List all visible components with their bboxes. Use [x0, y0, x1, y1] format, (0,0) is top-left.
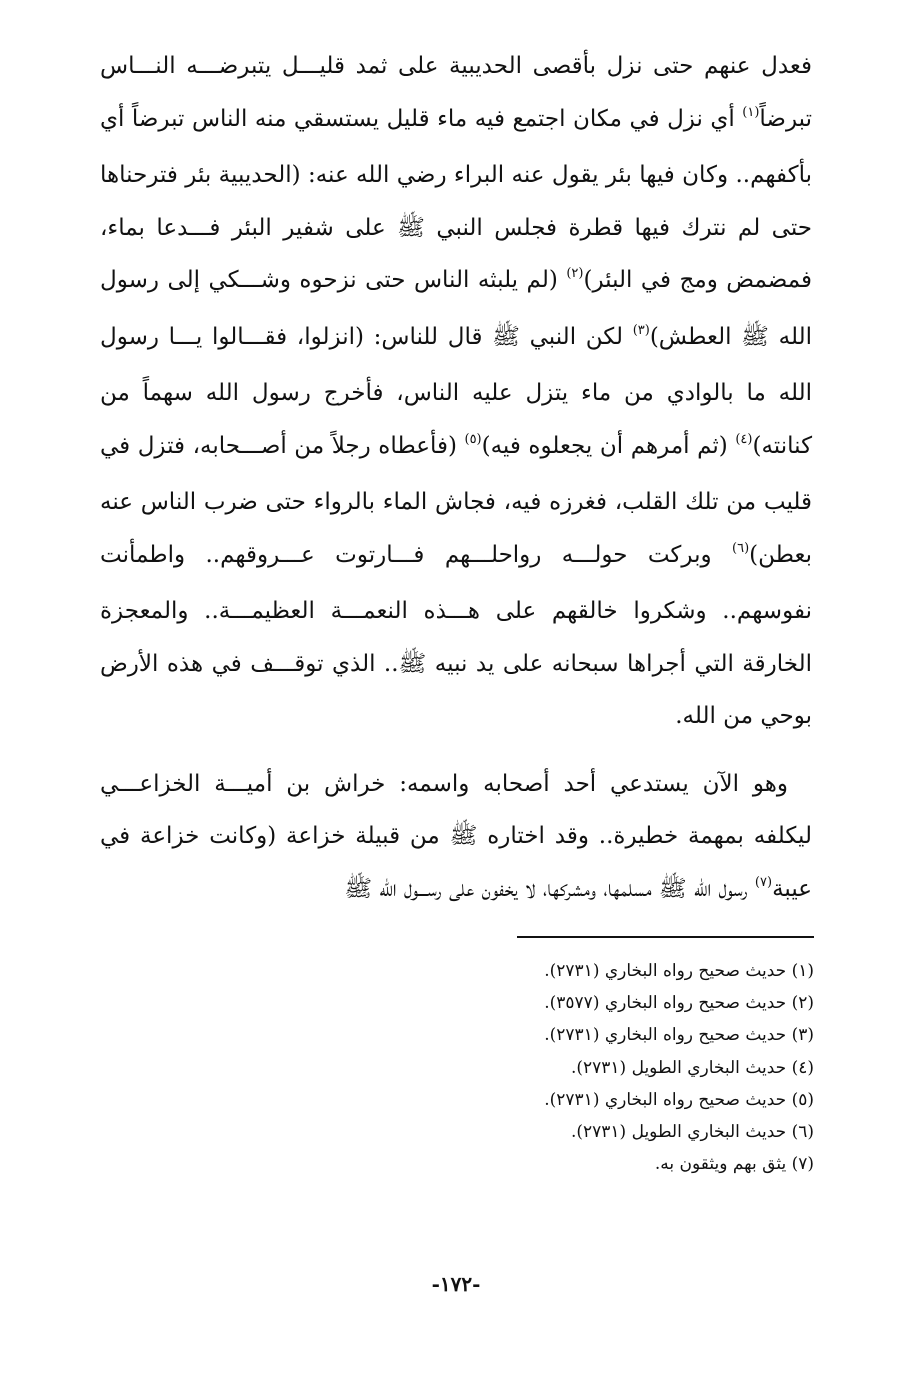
footnote-5: (٥) حديث صحيح رواه البخاري (٢٧٣١). — [544, 1089, 814, 1110]
text-segment: وبركت حولـــه رواحلـــهم فـــارتوت عـــروقهم.. واطمأنت نفوسهم.. وشكروا خالقهم على هـــذه النعمـــة العظيمـــة.. والمعجزة الخارقة التي أجراها سبحانه على يد نبيه ﷺ.. الذي توقـــف في هذه الأرض بوحي من الله. — [100, 541, 812, 729]
paragraph-2 — [100, 758, 812, 920]
main-text — [100, 40, 812, 919]
page-number: -١٧٢- — [431, 1272, 481, 1296]
footnote-ref-3: (٣) — [632, 322, 650, 338]
footnote-ref-7: (٧) — [754, 874, 773, 890]
text-segment: أي نزل في مكان اجتمع فيه ماء قليل يستسقي منه الناس تبرضاً أي بأكفهم.. وكان فيها بئر يقول عنه البراء رضي الله عنه: (الحديبية بئر فترحناها حتى لم نترك فيها قطرة فجلس النبي ﷺ على شفير البئر فـــدعا بماء، فمضمض ومج في البئر) — [100, 105, 812, 293]
footnote-7: (٧) يثق بهم ويثقون به. — [654, 1154, 814, 1175]
footnotes — [300, 955, 814, 1180]
text-segment: (لم يلبثه الناس حتى نزحوه وشـــكي إلى رسول الله ﷺ العطش) — [100, 267, 812, 350]
text-segment: لكن النبي ﷺ قال للناس: (انزلوا، فقـــالوا يـــا رسول الله ما بالوادي من ماء يتزل عليه الناس، فأخرج رسول الله سهماً من كنانته) — [100, 323, 813, 459]
text-segment: (فأعطاه رجلاً من أصـــحابه، فتزل في قليب من تلك القلب، فغرزه فيه، فجاش الماء بالرواء حتى ضرب الناس عنه بعطن) — [100, 432, 812, 568]
text-segment: (ثم أمرهم أن يجعلوه فيه) — [481, 432, 736, 459]
footnote-6: (٦) حديث البخاري الطويل (٢٧٣١). — [570, 1122, 814, 1143]
footnote-separator — [517, 936, 814, 938]
footnote-ref-2: (٢) — [566, 266, 584, 281]
footnote-2: (٢) حديث صحيح رواه البخاري (٣٥٧٧). — [544, 993, 814, 1014]
footnote-ref-6: (٦) — [732, 540, 750, 556]
footnote-ref-1: (١) — [742, 104, 760, 120]
footnote-4: (٤) حديث البخاري الطويل (٢٧٣١). — [570, 1057, 814, 1078]
footnote-ref-5: (٥) — [464, 431, 482, 447]
text-segment: وهو الآن يستدعي أحد أصحابه واسمه: خراش بن أميـــة الخزاعـــي ليكلفه بمهمة خطيرة.. وقد اختاره ﷺ من قبيلة خزاعة (وكانت خزاعة في عيبة — [100, 770, 812, 902]
footnote-ref-4: (٤) — [735, 431, 753, 447]
paragraph-1 — [100, 40, 812, 743]
text-segment: فعدل عنهم حتى نزل بأقصى الحديبية على ثمد قليـــل يتبرضـــه النـــاس تبرضاً — [100, 53, 812, 132]
footnote-3: (٣) حديث صحيح رواه البخاري (٢٧٣١). — [544, 1025, 814, 1046]
text-segment: رسول الله ﷺ مسلمها، ومشركها، لا يخفون على رســـول الله ﷺ — [344, 875, 755, 902]
footnote-1: (١) حديث صحيح رواه البخاري (٢٧٣١). — [544, 961, 814, 981]
